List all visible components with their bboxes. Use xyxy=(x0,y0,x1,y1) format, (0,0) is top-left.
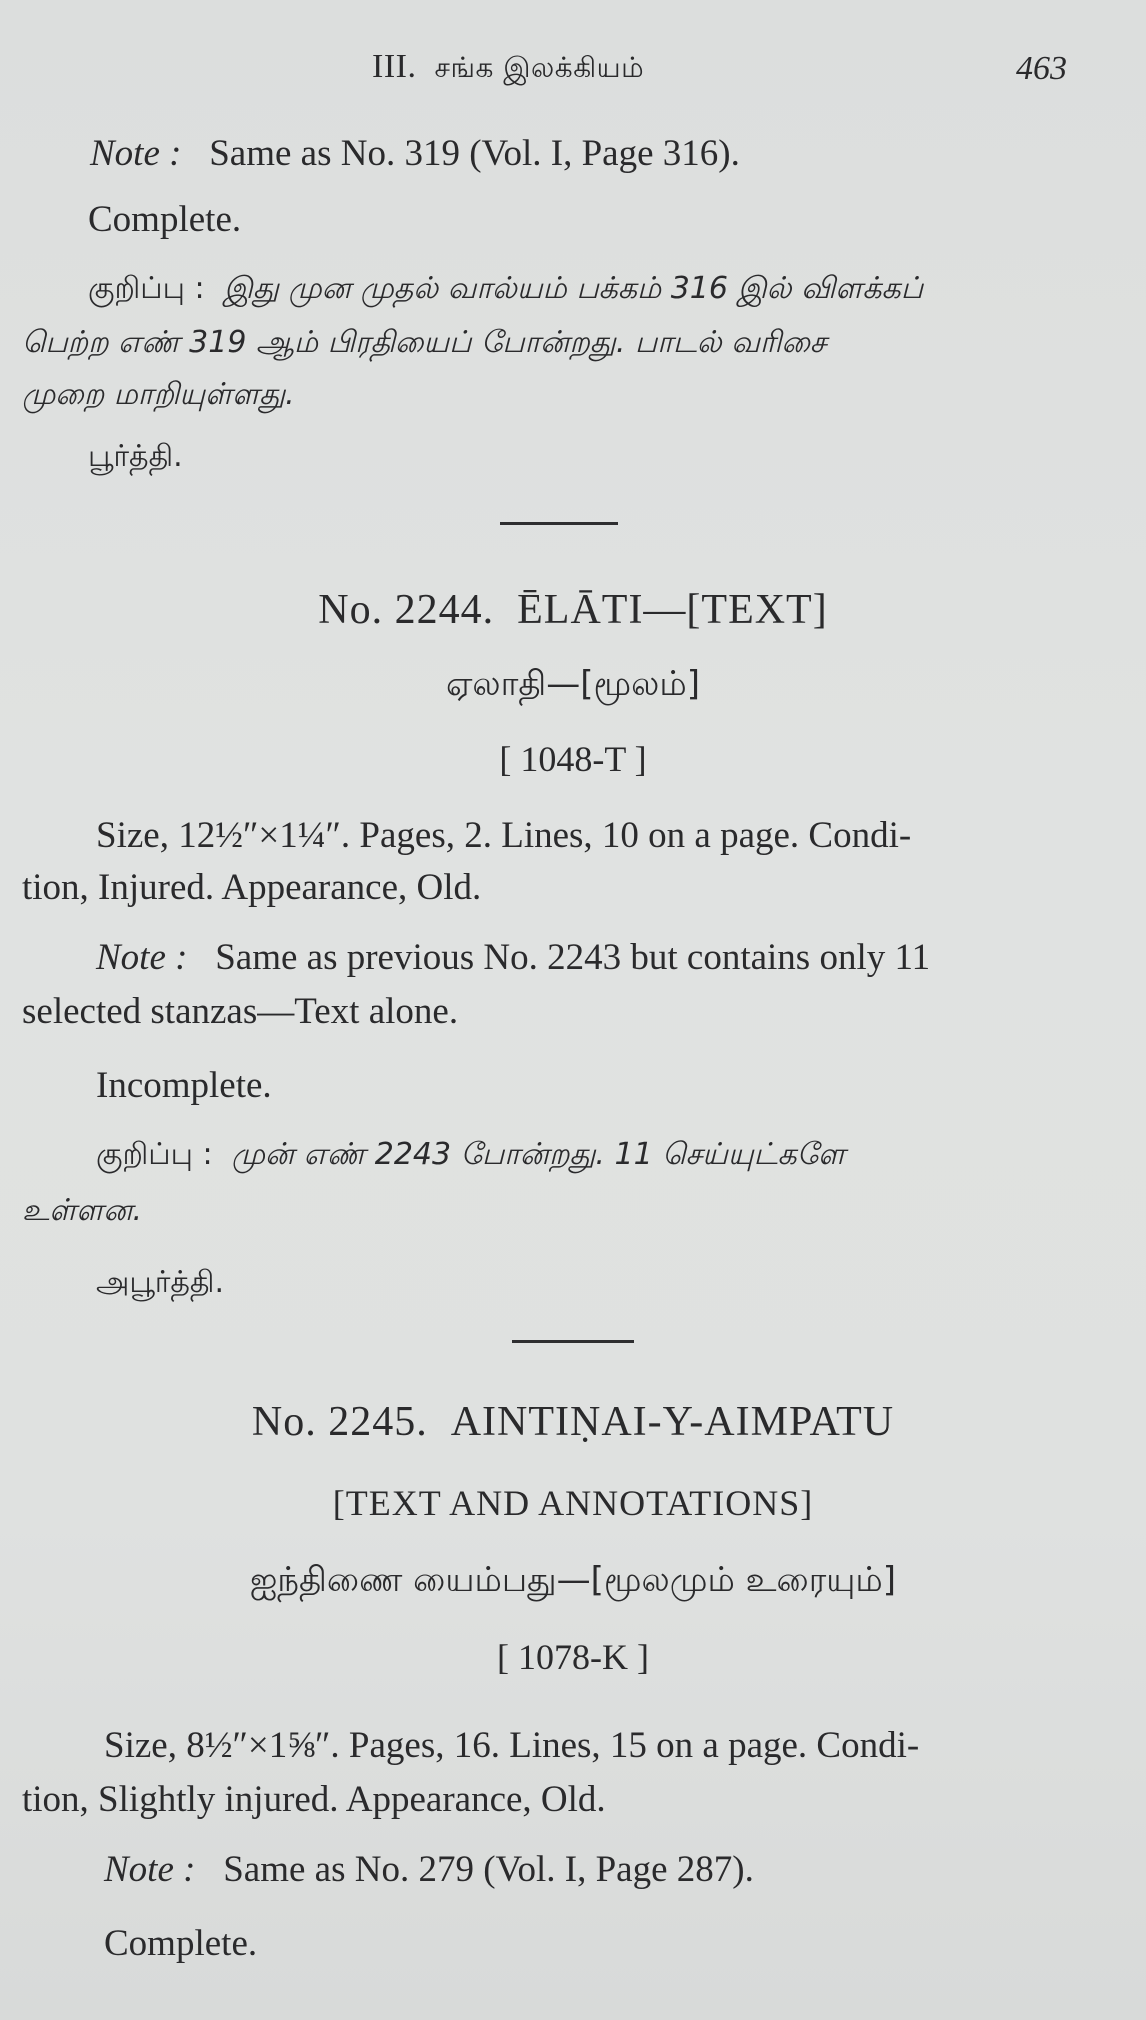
note-label: Note : xyxy=(96,937,188,978)
section-divider xyxy=(512,1340,634,1343)
prev-note xyxy=(90,126,740,182)
prev-tamil-note-line2: பெற்ற எண் 319 ஆம் பிரதியைப் போன்றது. பாடல் வரிசை xyxy=(22,325,827,360)
entry-2244-tamil-note-line2: உள்ளன. xyxy=(22,1193,142,1228)
section-title xyxy=(372,48,644,88)
note-label: Note : xyxy=(90,133,182,174)
entry-title: AINTIṆAI-Y-AIMPATU xyxy=(450,1399,895,1445)
section-numeral: III. xyxy=(372,48,417,85)
entry-2245-status: Complete. xyxy=(104,1923,258,1964)
entry-title: ĒLĀTI—[TEXT] xyxy=(517,587,828,633)
running-header xyxy=(0,48,1146,98)
entry-2244-tamil-note-line1: குறிப்பு : முன் எண் 2243 போன்றது. 11 செய்யுட்களே xyxy=(96,1137,846,1172)
entry-number: No. 2244. xyxy=(318,587,495,633)
note-label: Note : xyxy=(104,1849,196,1890)
entry-2244-status: Incomplete. xyxy=(96,1065,272,1106)
prev-status: Complete. xyxy=(88,199,242,240)
entry-2244-heading xyxy=(0,586,1146,634)
entry-2245-code: [ 1078-K ] xyxy=(497,1637,649,1677)
tamil-note-label: குறிப்பு : xyxy=(96,1137,213,1172)
entry-2245-heading xyxy=(0,1398,1146,1446)
entry-2244-note-line1: Note : Same as previous No. 2243 but contains only 11 xyxy=(96,937,931,978)
entry-2244-desc-line2: tion, Injured. Appearance, Old. xyxy=(22,867,482,908)
tamil-note-label: குறிப்பு : xyxy=(88,271,205,306)
prev-tamil-status: பூர்த்தி. xyxy=(88,439,183,474)
entry-2244-note-line2: selected stanzas—Text alone. xyxy=(22,991,459,1032)
entry-2245-desc-line1: Size, 8½″×1⅝″. Pages, 16. Lines, 15 on a page. Condi- xyxy=(104,1725,920,1766)
entry-2244-tamil-status: அபூர்த்தி. xyxy=(96,1265,225,1300)
entry-2244-code: [ 1048-T ] xyxy=(499,739,647,779)
page-number: 463 xyxy=(1016,50,1067,87)
entry-2244-desc-line1: Size, 12½″×1¼″. Pages, 2. Lines, 10 on a page. Condi- xyxy=(96,815,912,856)
section-divider xyxy=(500,522,618,525)
entry-2244-title-tamil: ஏலாதி—[மூலம்] xyxy=(445,664,701,704)
section-title-tamil: சங்க இலக்கியம் xyxy=(434,51,645,84)
entry-2245-desc-line2: tion, Slightly injured. Appearance, Old. xyxy=(22,1779,606,1820)
entry-2245-note: Note : Same as No. 279 (Vol. I, Page 287). xyxy=(104,1849,754,1890)
entry-number: No. 2245. xyxy=(251,1399,428,1445)
entry-2245-subtitle: [TEXT AND ANNOTATIONS] xyxy=(332,1483,814,1523)
prev-tamil-note-line3: முறை மாறியுள்ளது. xyxy=(22,377,295,412)
note-text: Same as No. 319 (Vol. I, Page 316). xyxy=(209,133,740,174)
prev-tamil-note-line1: குறிப்பு : இது முன முதல் வால்யம் பக்கம் 316 இல் விளக்கப் xyxy=(88,271,924,306)
entry-2245-title-tamil: ஐந்திணை யைம்பது—[மூலமும் உரையும்] xyxy=(249,1560,897,1600)
